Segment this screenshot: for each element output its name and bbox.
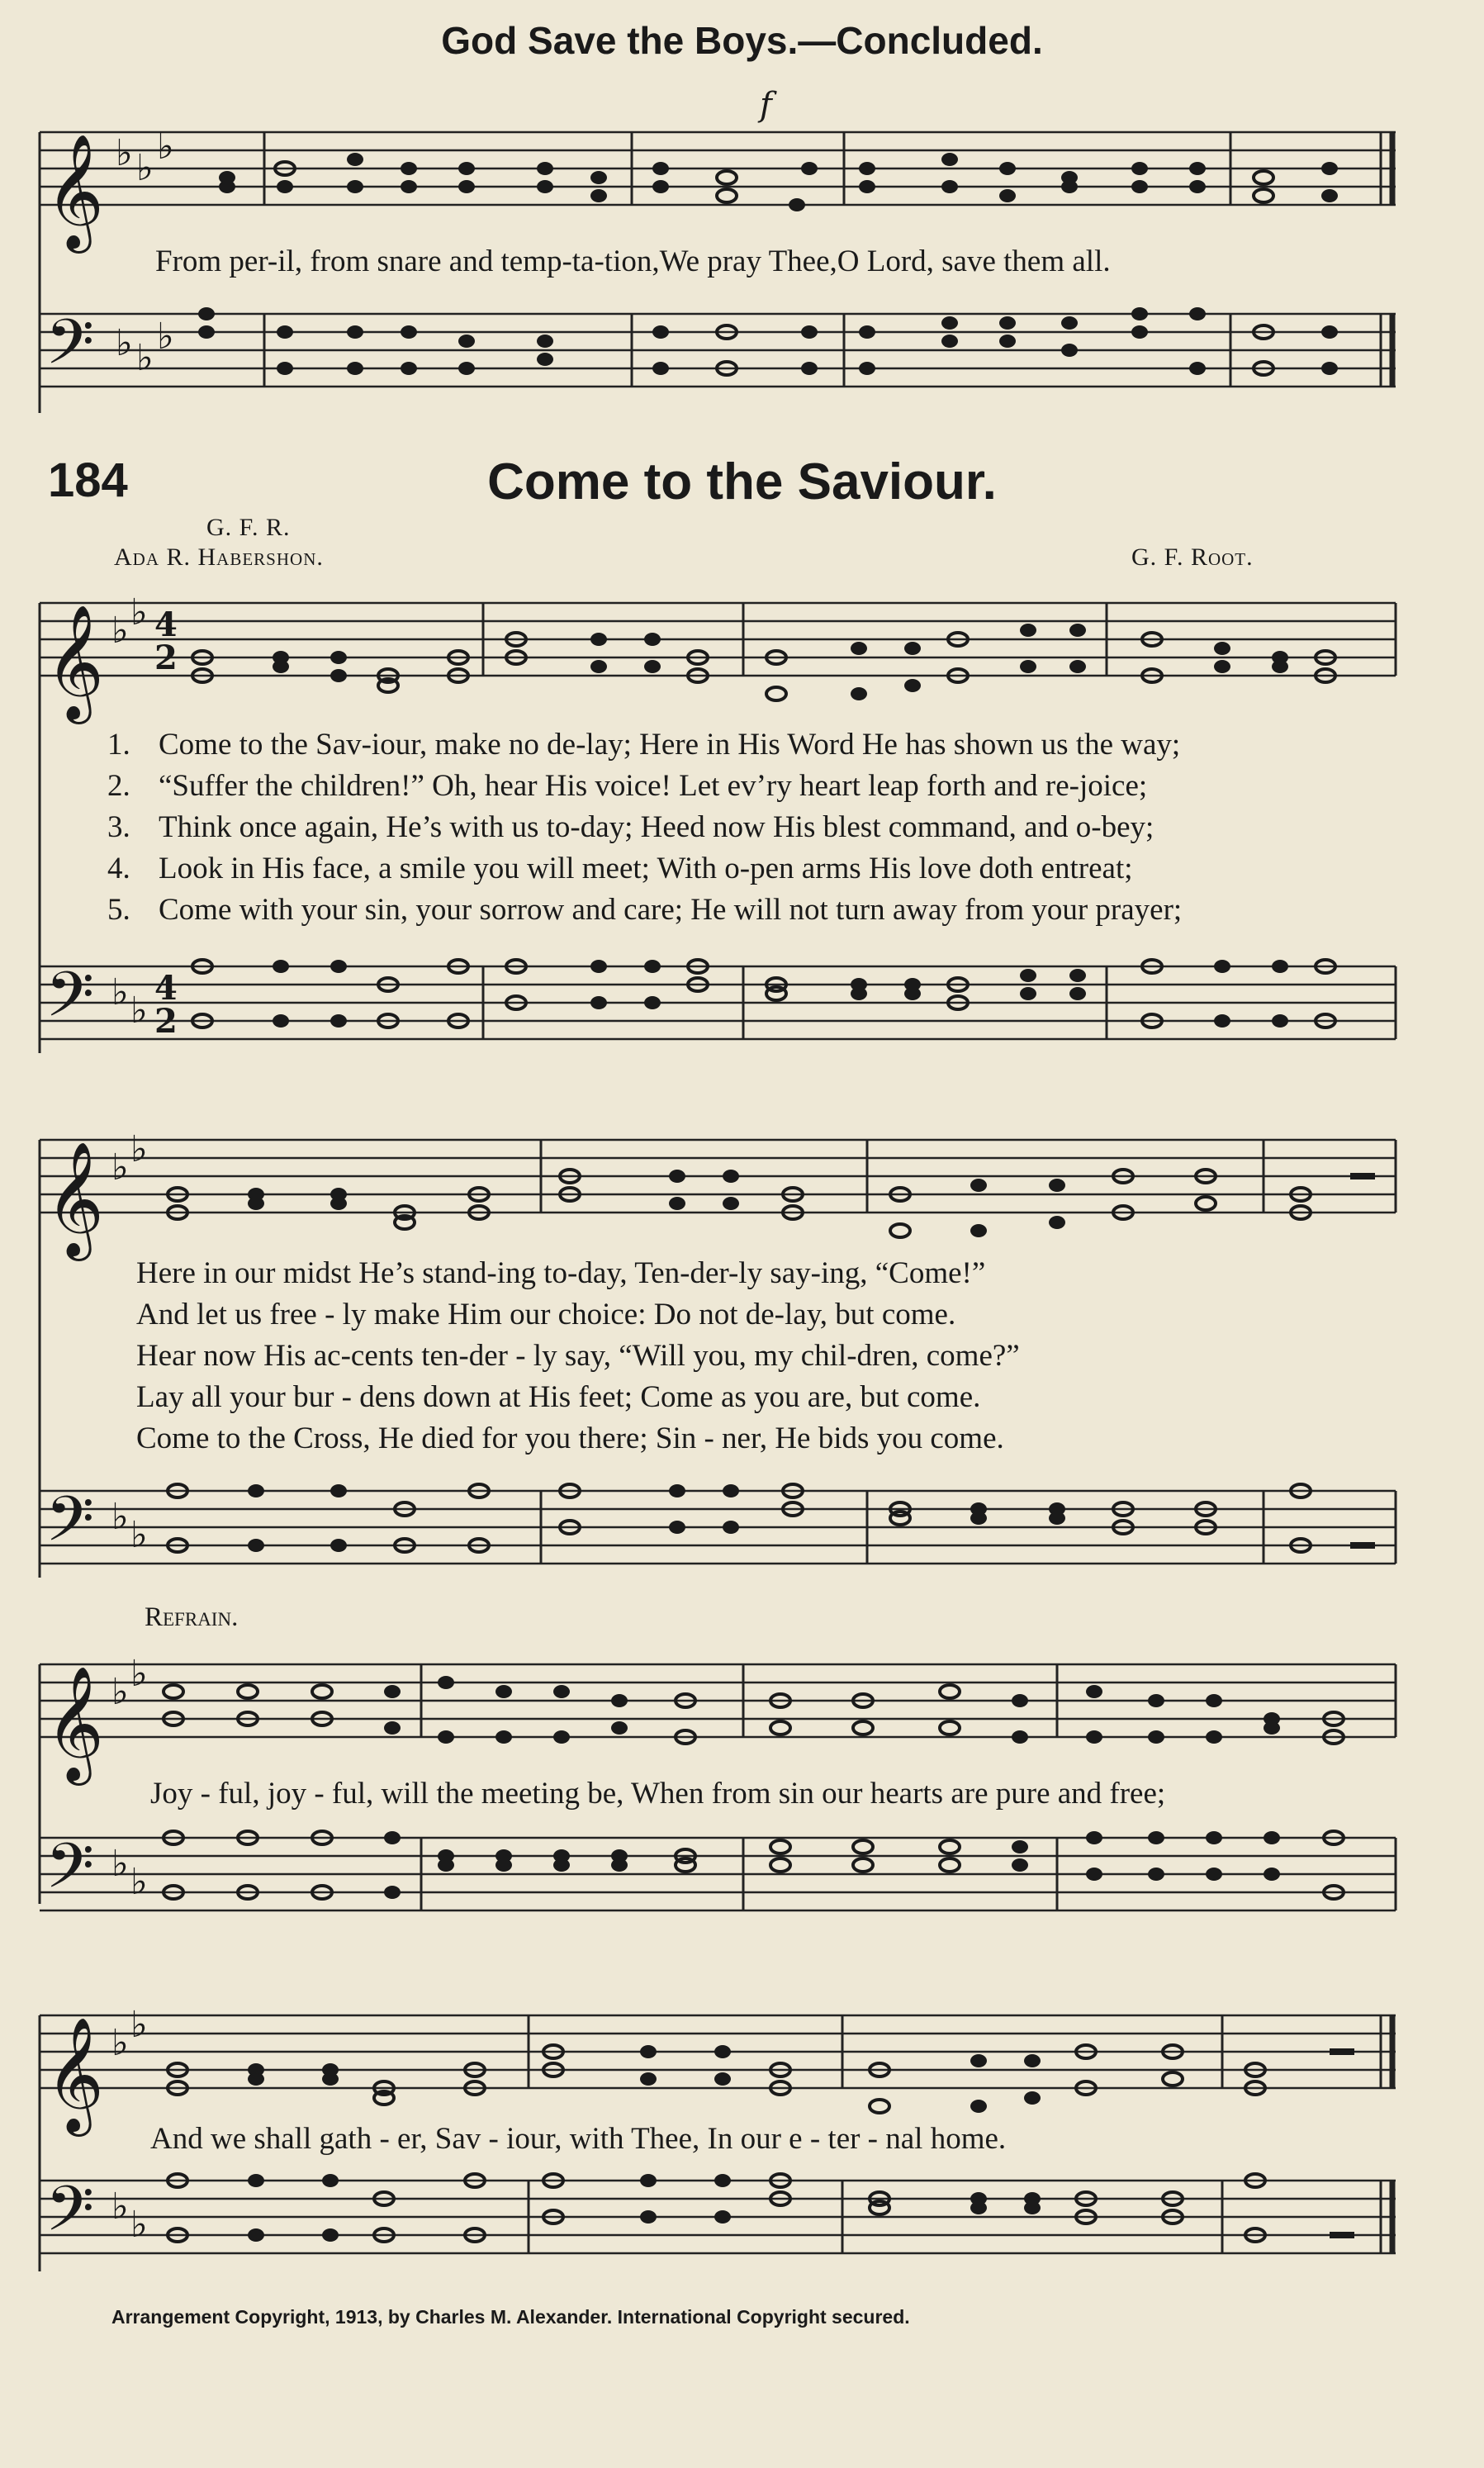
time-sig-bottom: 2 xyxy=(154,638,178,677)
continued-lyric: From per-il, from snare and temp-ta-tion,We pray Thee,O Lord, save them all. xyxy=(155,244,1111,278)
svg-text:♭: ♭ xyxy=(111,1843,129,1885)
svg-text:𝄢: 𝄢 xyxy=(45,2172,95,2261)
refrain-line-2: And we shall gath - er, Sav - iour, with Thee, In our e - ter - nal home. xyxy=(150,2122,1007,2156)
hymn-number: 184 xyxy=(48,453,128,507)
svg-text:♭: ♭ xyxy=(111,2022,129,2064)
system-1-treble-staff xyxy=(0,83,1484,249)
system-2-treble-notes xyxy=(192,624,1335,700)
system-3-bass-staff xyxy=(0,1466,1484,1607)
svg-text:♭: ♭ xyxy=(116,322,133,364)
svg-text:♭: ♭ xyxy=(130,1861,148,1903)
system-3-treble-notes xyxy=(168,1170,1311,1237)
svg-text:𝄢: 𝄢 xyxy=(45,306,95,394)
time-sig-top: 4 xyxy=(154,605,178,644)
verse-2-line-2: And let us free - ly make Him our choice: Do not de-lay, but come. xyxy=(136,1298,956,1331)
refrain-line-1: Joy - ful, joy - ful, will the meeting be, When from sin our hearts are pure and free; xyxy=(150,1777,1166,1811)
svg-text:♭: ♭ xyxy=(130,1128,148,1170)
svg-text:𝄢: 𝄢 xyxy=(45,1483,95,1571)
refrain-system-1-treble-notes xyxy=(164,1676,1344,1744)
author: Ada R. Habershon. xyxy=(114,543,324,571)
svg-text:𝄢: 𝄢 xyxy=(45,958,95,1047)
forte-mark: f xyxy=(760,86,772,124)
refrain-system-2-treble-notes xyxy=(168,2045,1265,2113)
verse-2-line-1: 2. “Suffer the children!” Oh, hear His voice! Let ev’ry heart leap forth and re-joice; xyxy=(107,769,1148,803)
svg-text:♭: ♭ xyxy=(130,990,148,1032)
refrain-label: Refrain. xyxy=(145,1602,239,1632)
refrain-system-2-bass-staff xyxy=(0,2156,1484,2296)
verse-4-line-2: Lay all your bur - dens down at His feet; Come as you are, but come. xyxy=(136,1380,981,1414)
svg-text:♭: ♭ xyxy=(130,2004,148,2046)
svg-text:♭: ♭ xyxy=(136,147,154,189)
refrain-system-1-treble-staff xyxy=(0,1640,1484,1780)
system-3-bass-notes xyxy=(168,1484,1311,1552)
svg-text:𝄞: 𝄞 xyxy=(45,2017,104,2132)
verse-3-line-1: 3. Think once again, He’s with us to-day; Heed now His blest command, and o-bey; xyxy=(107,810,1154,844)
system-2-bass-notes xyxy=(192,960,1335,1028)
verse-3-line-2: Hear now His ac-cents ten-der - ly say, “Will you, my chil-dren, come?” xyxy=(136,1339,1020,1373)
svg-text:4: 4 xyxy=(154,969,178,1008)
svg-text:𝄞: 𝄞 xyxy=(45,605,104,719)
verse-5-line-2: Come to the Cross, He died for you there; Sin - ner, He bids you come. xyxy=(136,1421,1004,1455)
svg-text:𝄞: 𝄞 xyxy=(45,134,104,249)
svg-text:♭: ♭ xyxy=(111,1146,129,1189)
svg-text:♭: ♭ xyxy=(111,1496,129,1538)
svg-text:♭: ♭ xyxy=(157,126,174,168)
verse-5-line-1: 5. Come with your sin, your sorrow and care; He will not turn away from your prayer; xyxy=(107,893,1183,927)
system-1-bass-staff xyxy=(0,281,1484,421)
refrain-system-1-bass-staff xyxy=(0,1813,1484,1953)
svg-text:𝄢: 𝄢 xyxy=(45,1830,95,1918)
svg-text:♭: ♭ xyxy=(111,1671,129,1713)
refrain-system-2-bass-notes xyxy=(168,2174,1265,2242)
verse-4-line-1: 4. Look in His face, a smile you will meet; With o-pen arms His love doth entreat; xyxy=(107,852,1133,885)
svg-text:♭: ♭ xyxy=(111,971,129,1013)
verse-1-line-2: Here in our midst He’s stand-ing to-day, Ten-der-ly say-ing, “Come!” xyxy=(136,1256,986,1290)
svg-text:♭: ♭ xyxy=(116,132,133,174)
svg-text:2: 2 xyxy=(154,1002,178,1041)
hymn-title: Come to the Saviour. xyxy=(487,453,997,510)
author-initials: G. F. R. xyxy=(206,514,291,541)
svg-text:♭: ♭ xyxy=(111,2186,129,2228)
svg-text:𝄞: 𝄞 xyxy=(45,1666,104,1781)
svg-text:♭: ♭ xyxy=(130,1653,148,1695)
refrain-system-1-bass-notes xyxy=(164,1831,1344,1899)
system-1-bass-notes xyxy=(198,307,1338,375)
verse-1-line-1: 1. Come to the Sav-iour, make no de-lay; Here in His Word He has shown us the way; xyxy=(107,728,1181,762)
svg-text:♭: ♭ xyxy=(157,316,174,358)
system-3-treble-staff xyxy=(0,1115,1484,1255)
copyright-notice: Arrangement Copyright, 1913, by Charles M. Alexander. International Copyright secured. xyxy=(111,2306,910,2328)
system-2-bass-staff xyxy=(0,942,1484,1082)
svg-text:𝄞: 𝄞 xyxy=(45,1141,104,1256)
svg-text:♭: ♭ xyxy=(130,591,148,634)
system-2-treble-staff xyxy=(0,578,1484,719)
svg-text:♭: ♭ xyxy=(111,610,129,652)
refrain-system-2-treble-staff xyxy=(0,1991,1484,2131)
composer: G. F. Root. xyxy=(1131,543,1254,571)
continued-hymn-title: God Save the Boys.—Concluded. xyxy=(441,19,1043,62)
svg-text:♭: ♭ xyxy=(136,337,154,379)
svg-text:♭: ♭ xyxy=(130,1514,148,1556)
svg-text:♭: ♭ xyxy=(130,2204,148,2246)
system-1-treble-notes xyxy=(219,153,1338,211)
